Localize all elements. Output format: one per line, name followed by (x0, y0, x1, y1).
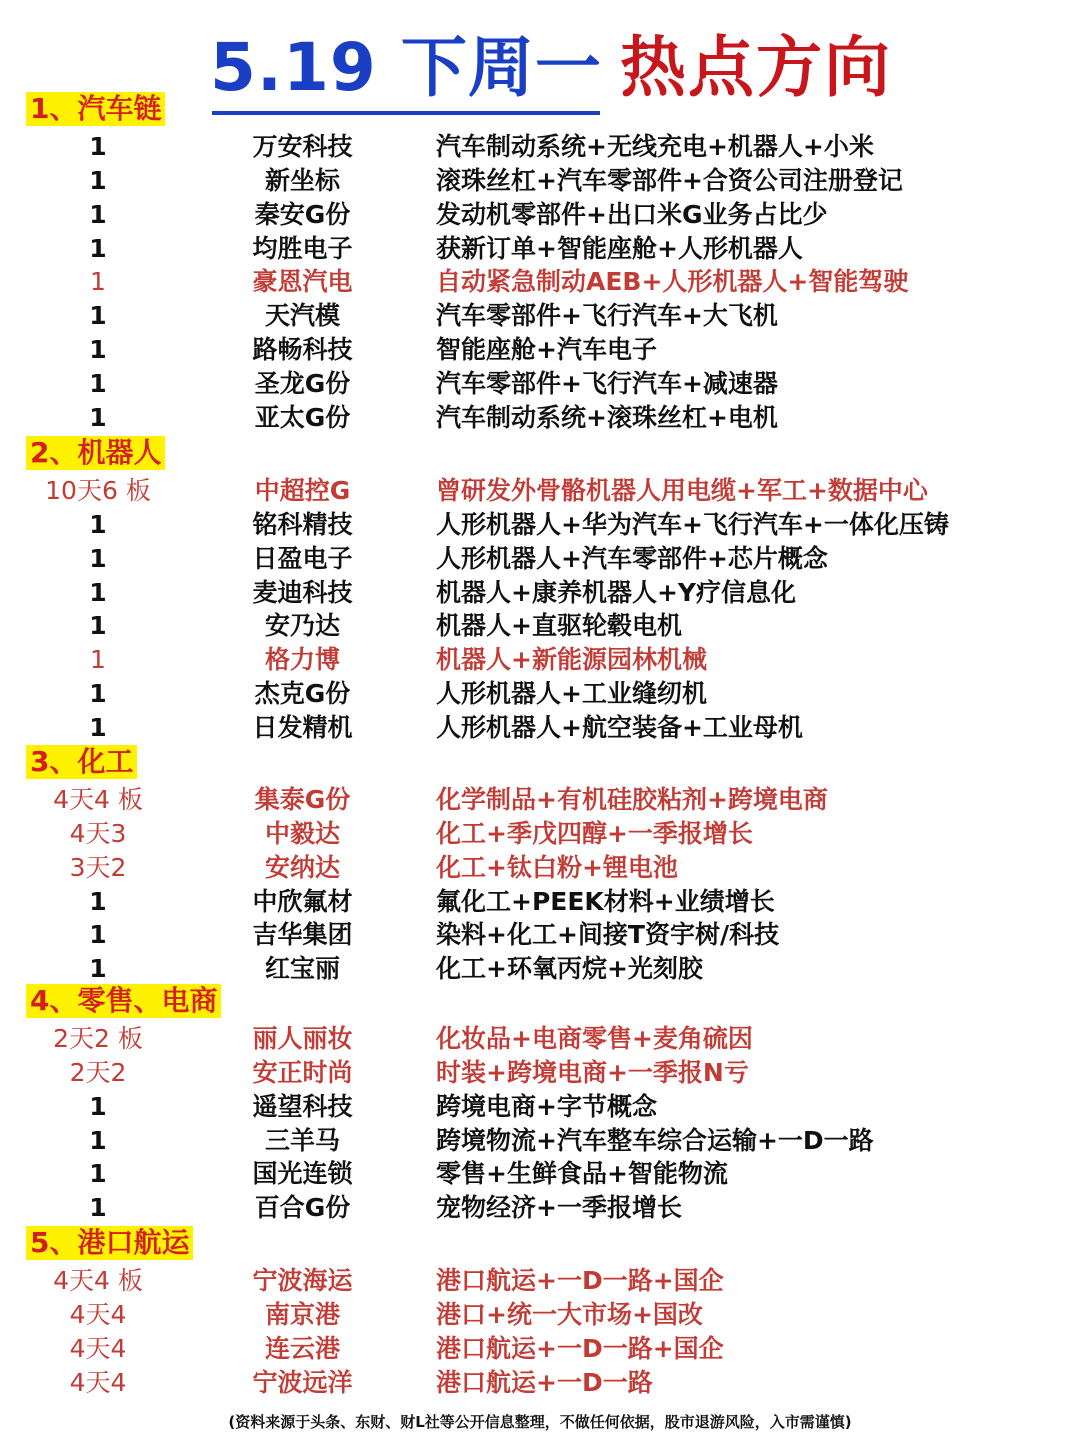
stock-row (0, 1191, 1080, 1225)
stock-row (0, 198, 1080, 232)
board-count: 1 (89, 954, 107, 983)
title-date: 5.19 下周一 (210, 14, 602, 109)
section-header: 2、机器人 (26, 436, 165, 470)
concept-tags: 人形机器人+航空装备+工业母机 (436, 713, 803, 742)
board-count: 1 (89, 510, 107, 539)
stock-name: 均胜电子 (252, 234, 353, 263)
concept-tags: 汽车制动系统+滚珠丝杠+电机 (436, 403, 778, 432)
stock-name: 连云港 (264, 1334, 340, 1363)
stock-row (0, 164, 1080, 198)
stock-name: 南京港 (264, 1300, 340, 1329)
section-header: 5、港口航运 (26, 1226, 193, 1260)
stock-row (0, 1366, 1080, 1400)
board-count: 1 (89, 544, 107, 573)
stock-row (0, 952, 1080, 986)
board-count: 1 (89, 1193, 107, 1222)
stock-row (0, 1332, 1080, 1366)
stock-row (0, 1124, 1080, 1158)
concept-tags: 零售+生鲜食品+智能物流 (436, 1159, 728, 1188)
section-header: 4、零售、电商 (26, 984, 221, 1018)
board-count: 1 (89, 1159, 107, 1188)
board-count: 1 (89, 713, 107, 742)
board-count: 4天4 板 (53, 785, 143, 814)
stock-row (0, 232, 1080, 266)
concept-tags: 染料+化工+间接T资宇树/科技 (436, 920, 780, 949)
stock-name: 三羊马 (264, 1126, 340, 1155)
board-count: 4天4 (69, 1300, 127, 1329)
concept-tags: 滚珠丝杠+汽车零部件+合资公司注册登记 (436, 166, 903, 195)
stock-row (0, 1264, 1080, 1298)
board-count: 1 (89, 920, 107, 949)
stock-name: 吉华集团 (252, 920, 353, 949)
board-count: 1 (89, 132, 107, 161)
stock-name: 百合G份 (254, 1193, 351, 1222)
stock-name: 天汽模 (264, 301, 340, 330)
stock-name: 铭科精技 (252, 510, 353, 539)
concept-tags: 港口航运+一D一路+国企 (436, 1266, 724, 1295)
stock-name: 遥望科技 (252, 1092, 353, 1121)
concept-tags: 人形机器人+汽车零部件+芯片概念 (436, 544, 828, 573)
concept-tags: 汽车零部件+飞行汽车+减速器 (436, 369, 778, 398)
stock-name: 丽人丽妆 (252, 1024, 353, 1053)
concept-tags: 宠物经济+一季报增长 (436, 1193, 682, 1222)
board-count: 2天2 板 (53, 1024, 143, 1053)
title-topic: 热点方向 (620, 29, 892, 106)
stock-row (0, 918, 1080, 952)
board-count: 4天4 板 (53, 1266, 143, 1295)
concept-tags: 人形机器人+华为汽车+飞行汽车+一体化压铸 (436, 510, 949, 539)
stock-row (0, 677, 1080, 711)
board-count: 1 (89, 679, 107, 708)
board-count: 1 (89, 1126, 107, 1155)
disclaimer: (资料来源于头条、东财、财L社等公开信息整理，不做任何依据，股市退游风险，入市需谨慎) (228, 1413, 852, 1431)
board-count: 1 (89, 1092, 107, 1121)
stock-name: 新坐标 (264, 166, 340, 195)
stock-row (0, 885, 1080, 919)
stock-row (0, 542, 1080, 576)
stock-name: 集泰G份 (254, 785, 351, 814)
concept-tags: 氟化工+PEEK材料+业绩增长 (436, 887, 775, 916)
stock-row (0, 1298, 1080, 1332)
concept-tags: 化学制品+有机硅胶粘剂+跨境电商 (436, 785, 828, 814)
stock-name: 豪恩汽电 (252, 267, 353, 296)
stock-name: 中毅达 (264, 819, 340, 848)
board-count: 1 (89, 578, 107, 607)
concept-tags: 化工+钛白粉+锂电池 (436, 853, 678, 882)
concept-tags: 机器人+新能源园林机械 (436, 645, 707, 674)
stock-row (0, 851, 1080, 885)
stock-name: 安乃达 (264, 611, 340, 640)
stock-row (0, 643, 1080, 677)
stock-name: 万安科技 (252, 132, 353, 161)
board-count: 4天3 (69, 819, 127, 848)
stock-name: 中欣氟材 (252, 887, 353, 916)
stock-name: 安纳达 (264, 853, 340, 882)
stock-row (0, 265, 1080, 299)
stock-name: 宁波远洋 (252, 1368, 353, 1397)
concept-tags: 跨境物流+汽车整车综合运输+一D一路 (436, 1126, 874, 1155)
stock-name: 路畅科技 (252, 335, 353, 364)
stock-name: 格力博 (264, 645, 340, 674)
board-count: 1 (89, 887, 107, 916)
stock-row (0, 783, 1080, 817)
concept-tags: 化妆品+电商零售+麦角硫因 (436, 1024, 753, 1053)
stock-name: 杰克G份 (254, 679, 351, 708)
concept-tags: 人形机器人+工业缝纫机 (436, 679, 707, 708)
board-count: 1 (89, 166, 107, 195)
board-count: 1 (89, 369, 107, 398)
stock-name: 麦迪科技 (252, 578, 353, 607)
concept-tags: 汽车制动系统+无线充电+机器人+小米 (436, 132, 874, 161)
stock-row (0, 1056, 1080, 1090)
concept-tags: 获新订单+智能座舱+人形机器人 (436, 234, 803, 263)
board-count: 1 (90, 645, 106, 674)
concept-tags: 自动紧急制动AEB+人形机器人+智能驾驶 (436, 267, 909, 296)
concept-tags: 化工+季戊四醇+一季报增长 (436, 819, 753, 848)
board-count: 4天4 (69, 1368, 127, 1397)
stock-name: 日盈电子 (252, 544, 353, 573)
stock-name: 宁波海运 (252, 1266, 353, 1295)
board-count: 1 (89, 301, 107, 330)
concept-tags: 港口航运+一D一路+国企 (436, 1334, 724, 1363)
stock-name: 中超控G (254, 476, 351, 505)
stock-row (0, 508, 1080, 542)
board-count: 10天6 板 (45, 476, 151, 505)
board-count: 1 (89, 200, 107, 229)
board-count: 1 (89, 403, 107, 432)
stock-name: 日发精机 (252, 713, 353, 742)
concept-tags: 港口航运+一D一路 (436, 1368, 653, 1397)
stock-name: 国光连锁 (252, 1159, 353, 1188)
board-count: 3天2 (69, 853, 127, 882)
board-count: 1 (89, 611, 107, 640)
board-count: 1 (89, 234, 107, 263)
stock-row (0, 1157, 1080, 1191)
stock-row (0, 576, 1080, 610)
board-count: 4天4 (69, 1334, 127, 1363)
stock-name: 安正时尚 (252, 1058, 353, 1087)
stock-row (0, 817, 1080, 851)
stock-name: 圣龙G份 (254, 369, 351, 398)
stock-row (0, 130, 1080, 164)
stock-name: 秦安G份 (254, 200, 351, 229)
board-count: 1 (89, 335, 107, 364)
stock-row (0, 1090, 1080, 1124)
stock-row (0, 401, 1080, 435)
stock-name: 亚太G份 (254, 403, 351, 432)
concept-tags: 时装+跨境电商+一季报N亏 (436, 1058, 749, 1087)
concept-tags: 机器人+康养机器人+Y疗信息化 (436, 578, 796, 607)
stock-name: 红宝丽 (264, 954, 340, 983)
stock-row (0, 367, 1080, 401)
section-header: 1、汽车链 (26, 92, 165, 126)
section-header: 3、化工 (26, 745, 137, 779)
page-title (0, 8, 1080, 106)
concept-tags: 曾研发外骨骼机器人用电缆+军工+数据中心 (436, 476, 928, 505)
concept-tags: 发动机零部件+出口米G业务占比少 (436, 200, 828, 229)
concept-tags: 智能座舱+汽车电子 (436, 335, 657, 364)
concept-tags: 化工+环氧丙烷+光刻胶 (436, 954, 703, 983)
stock-row (0, 711, 1080, 745)
stock-row (0, 474, 1080, 508)
stock-row (0, 1022, 1080, 1056)
board-count: 2天2 (69, 1058, 127, 1087)
concept-tags: 跨境电商+字节概念 (436, 1092, 657, 1121)
stock-row (0, 299, 1080, 333)
stock-row (0, 333, 1080, 367)
board-count: 1 (90, 267, 106, 296)
stock-row (0, 609, 1080, 643)
concept-tags: 港口+统一大市场+国改 (436, 1300, 703, 1329)
concept-tags: 汽车零部件+飞行汽车+大飞机 (436, 301, 778, 330)
concept-tags: 机器人+直驱轮毂电机 (436, 611, 682, 640)
